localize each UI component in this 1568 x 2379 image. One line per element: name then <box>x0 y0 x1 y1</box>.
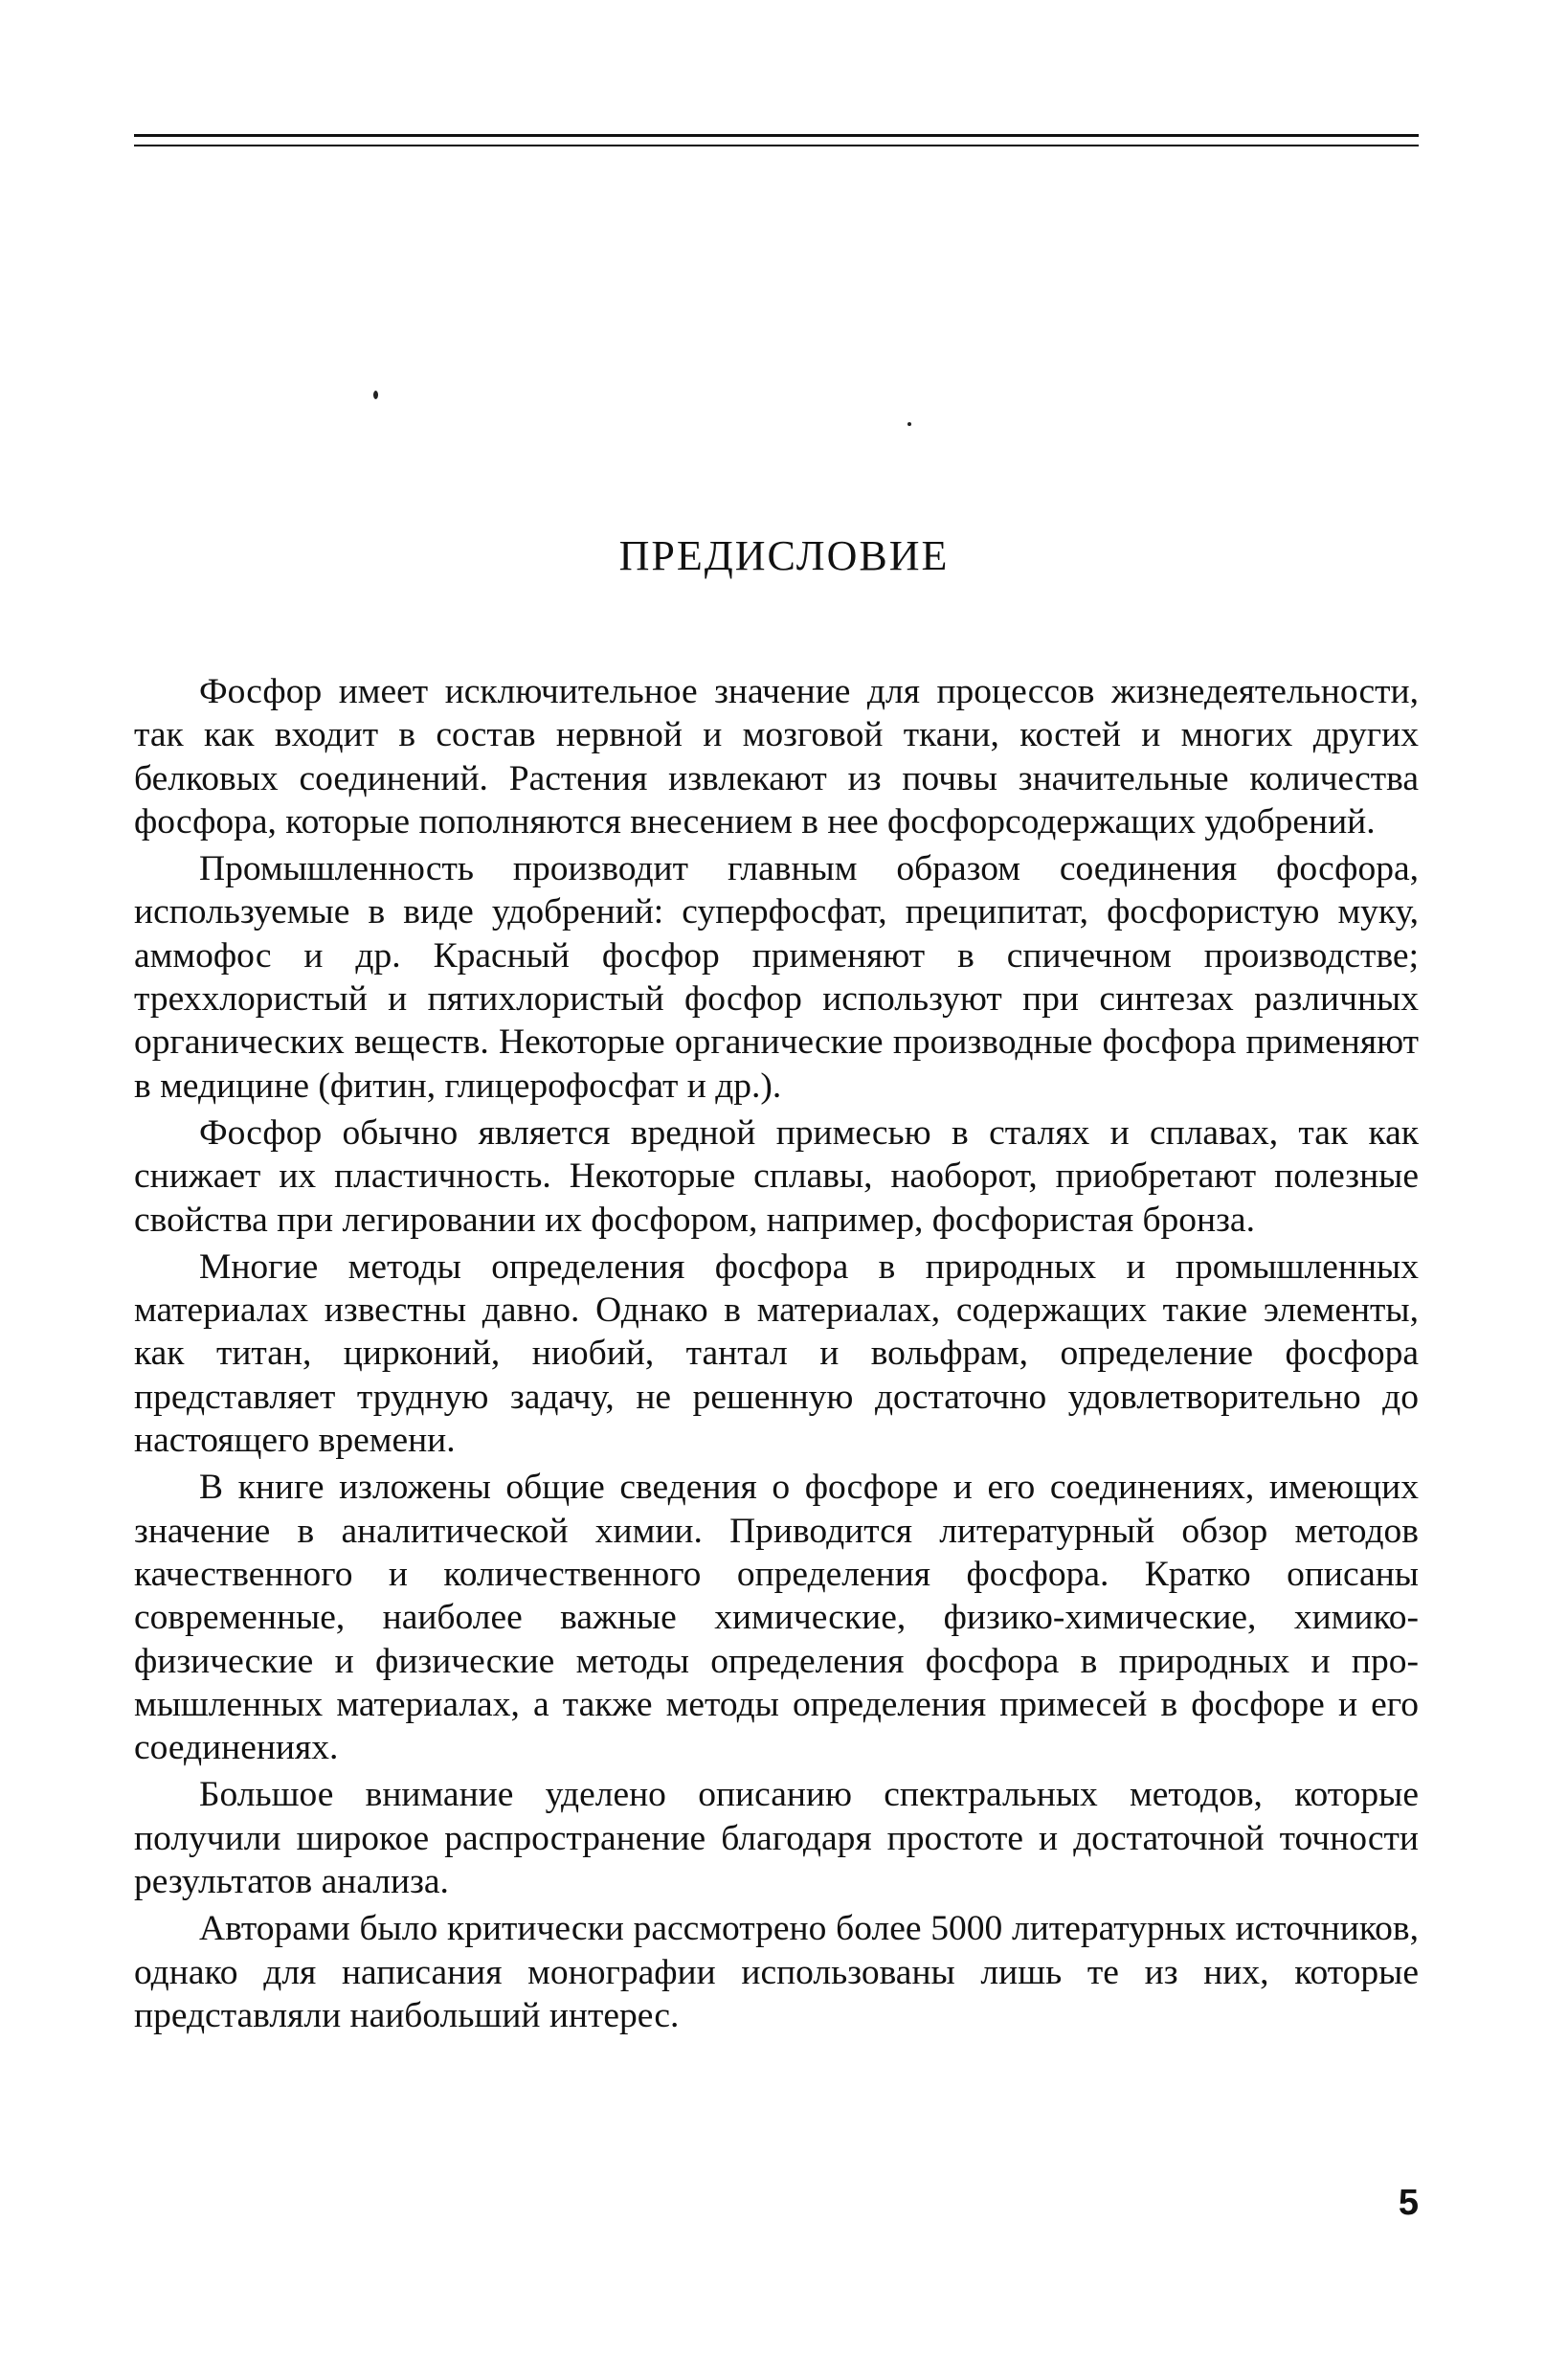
top-rule-secondary <box>134 145 1419 146</box>
paragraph: Фосфор имеет исключительное значение для процессов жизнедеятельности, так как входит в состав нервной и мозговой ткани, костей и многих других белковых соединений. Растения извлекают из почвы значительные количества фосфора, которые пополняются внесением в нее фосфорсодержащих удобрений. <box>134 672 1419 842</box>
print-speck <box>373 391 378 399</box>
body-text <box>134 670 1419 2041</box>
paragraph: Промышленность производит главным образом соединения фосфора, используемые в виде удобрений: суперфосфат, преципитат, фосфористую муку, аммофос и др. Красный фосфор применяют в спичечном производстве; треххлористый и пятихлористый фосфор используют при синтезах различных органических веществ. Некоторые органические производные фосфора применяют в медицине (фитин, глицерофосфат и др.). <box>134 849 1419 1106</box>
paragraph: В книге изложены общие сведения о фосфоре и его соединениях, имеющих значение в аналитической химии. Приводится литературный обзор методов качественного и количественного определения фосфора. Кратко описаны современные, наиболее важные химические, физико-химические, химико-физические и физические методы определения фосфора в природных и промышленных материалах, а также методы определения примесей в фосфоре и его соединениях. <box>134 1468 1419 1768</box>
page-number: 5 <box>1398 2183 1419 2223</box>
paragraph: Авторами было критически рассмотрено более 5000 литературных источников, однако для написания монографии использованы лишь те из них, которые представляли наибольший интерес. <box>134 1909 1419 2035</box>
top-rule <box>134 134 1419 137</box>
paragraph: Многие методы определения фосфора в природных и промышленных материалах известны давно. Однако в материалах, содержащих такие элементы, как титан, цирконий, ниобий, тантал и вольфрам, определение фосфора представляет трудную задачу, не решенную достаточно удовлетворительно до настоящего времени. <box>134 1246 1419 1461</box>
paragraph: Большое внимание уделено описанию спектральных методов, которые получили широкое распространение благодаря простоте и достаточной точности результатов анализа. <box>134 1775 1419 1902</box>
paragraph: Фосфор обычно является вредной примесью в сталях и сплавах, так как снижает их пластичность. Некоторые сплавы, наоборот, приобретают полезные свойства при легировании их фосфором, например, фосфористая бронза. <box>134 1112 1419 1240</box>
print-speck <box>907 422 911 426</box>
page-title: ПРЕДИСЛОВИЕ <box>618 532 950 579</box>
